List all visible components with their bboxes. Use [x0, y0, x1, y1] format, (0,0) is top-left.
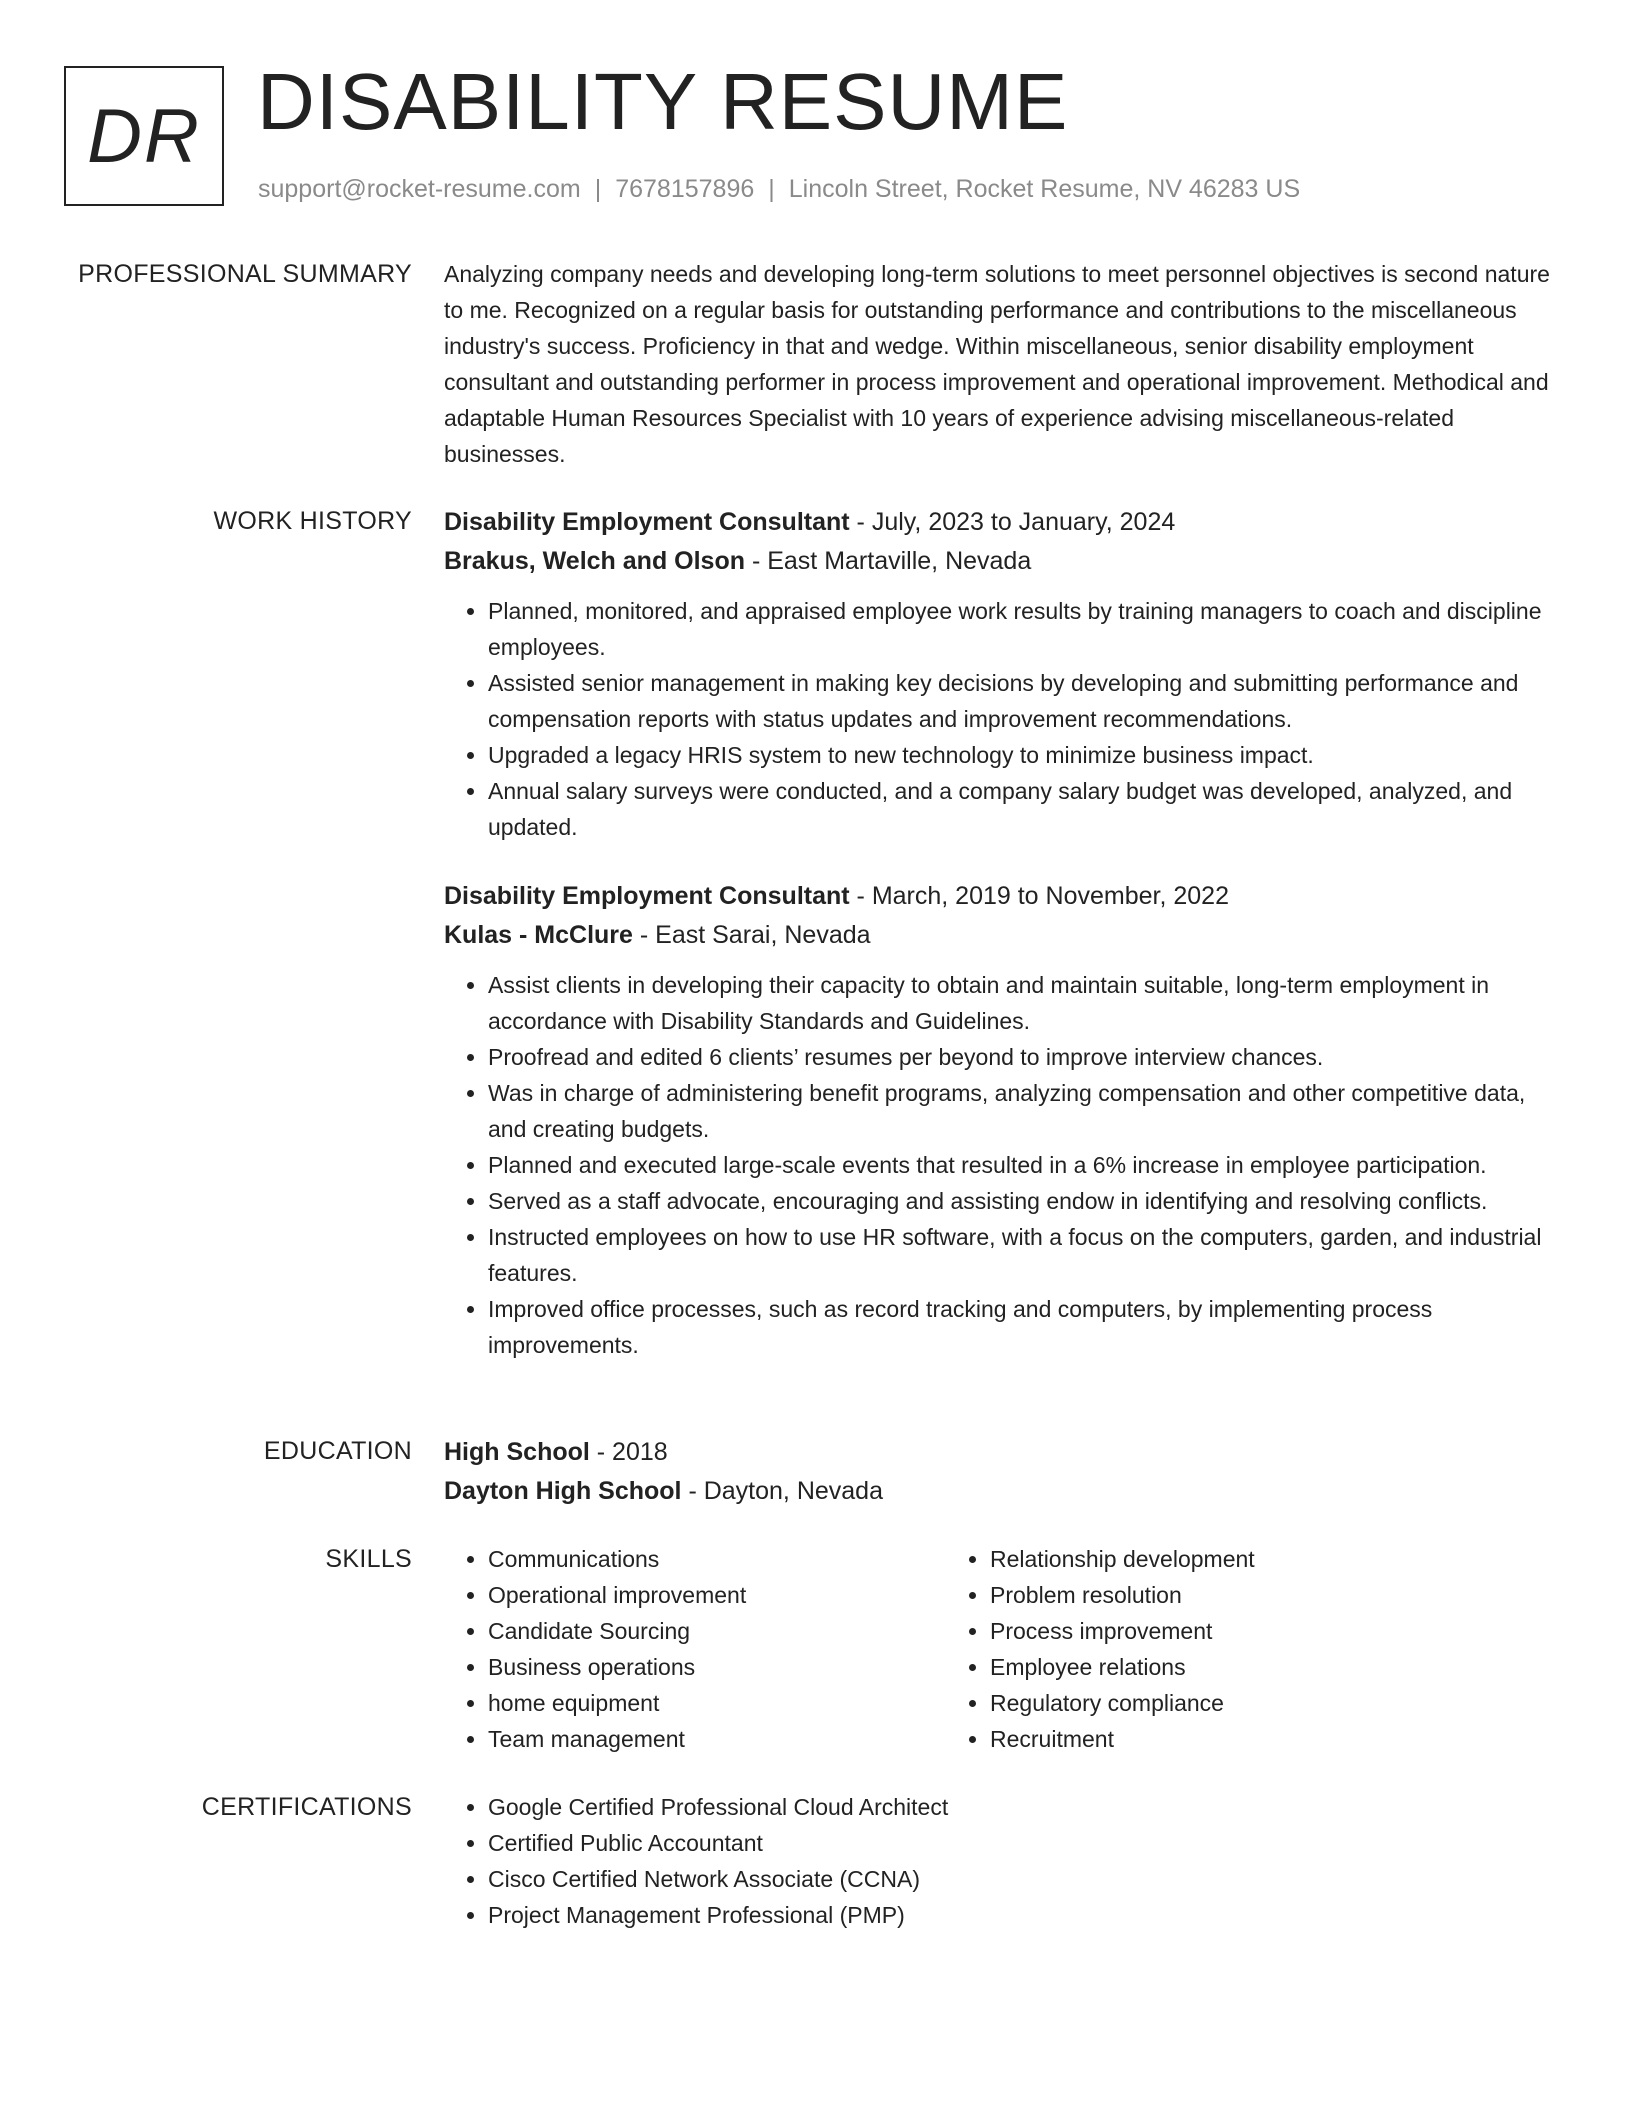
- job-bullet: • Was in charge of administering benefit programs, analyzing compensation and other competitive data, and creating budgets.: [488, 1075, 1560, 1147]
- section-title: WORK HISTORY: [213, 507, 412, 535]
- skill-item: • home equipment: [488, 1685, 946, 1721]
- job-entry: [444, 503, 1560, 845]
- job-role-line: [444, 877, 1560, 916]
- education-school-line: [444, 1472, 1560, 1511]
- work-history-body: [444, 503, 1560, 1363]
- job-company-line: [444, 542, 1560, 581]
- contact-separator: |: [594, 175, 602, 203]
- skill-item: • Business operations: [488, 1649, 946, 1685]
- skills-column-left: [444, 1541, 946, 1757]
- education-body: [444, 1433, 1560, 1511]
- summary-text: Analyzing company needs and developing long-term solutions to meet personnel objectives is second nature to me. Recognized on a regular basis for outstanding performance and contributions to the miscellaneous industry's success. Proficiency in that and wedge. Within miscellaneous, senior disability employment consultant and outstanding performer in process improvement and operational improvement. Methodical and adaptable Human Resources Specialist with 10 years of experience advising miscellaneous-related businesses.: [444, 261, 1550, 467]
- contact-line: [258, 172, 1300, 206]
- job-location: - East Martaville, Nevada: [745, 547, 1032, 575]
- certification-item: • Certified Public Accountant: [488, 1825, 1560, 1861]
- job-bullet: • Planned and executed large-scale events that resulted in a 6% increase in employee participation.: [488, 1147, 1560, 1183]
- job-role: Disability Employment Consultant: [444, 882, 850, 910]
- certifications-body: [444, 1789, 1560, 1933]
- job-bullet: • Served as a staff advocate, encouraging and assisting endow in identifying and resolving conflicts.: [488, 1183, 1560, 1219]
- resume-name: DISABILITY RESUME: [257, 57, 1069, 146]
- job-bullet: • Proofread and edited 6 clients’ resumes per beyond to improve interview chances.: [488, 1039, 1560, 1075]
- skill-item: • Process improvement: [990, 1613, 1448, 1649]
- certification-item: • Cisco Certified Network Associate (CCNA): [488, 1861, 1560, 1897]
- education-location: - Dayton, Nevada: [681, 1477, 883, 1505]
- skill-item: • Operational improvement: [488, 1577, 946, 1613]
- job-bullets: [444, 967, 1560, 1363]
- certifications-list: [444, 1789, 1560, 1933]
- job-entry: [444, 877, 1560, 1363]
- skill-item: • Problem resolution: [990, 1577, 1448, 1613]
- contact-phone[interactable]: 7678157896: [615, 175, 755, 203]
- skill-item: • Employee relations: [990, 1649, 1448, 1685]
- job-location: - East Sarai, Nevada: [632, 921, 871, 949]
- education-school: Dayton High School: [444, 1477, 682, 1505]
- certification-item: • Google Certified Professional Cloud Architect: [488, 1789, 1560, 1825]
- education-degree: High School: [444, 1438, 590, 1466]
- skill-item: • Team management: [488, 1721, 946, 1757]
- skill-item: • Candidate Sourcing: [488, 1613, 946, 1649]
- job-bullet: • Planned, monitored, and appraised employee work results by training managers to coach and discipline employees.: [488, 593, 1560, 665]
- job-bullet: • Upgraded a legacy HRIS system to new technology to minimize business impact.: [488, 737, 1560, 773]
- section-title: SKILLS: [325, 1545, 412, 1573]
- skill-item: • Relationship development: [990, 1541, 1448, 1577]
- job-bullets: [444, 593, 1560, 845]
- skills-body: [444, 1541, 1560, 1757]
- contact-email[interactable]: support@rocket-resume.com: [258, 175, 581, 203]
- job-company: Brakus, Welch and Olson: [444, 547, 746, 575]
- job-bullet: • Assist clients in developing their capacity to obtain and maintain suitable, long-term employment in accordance with Disability Standards and Guidelines.: [488, 967, 1560, 1039]
- education-degree-line: [444, 1433, 1560, 1472]
- job-role-line: [444, 503, 1560, 542]
- job-company: Kulas - McClure: [444, 921, 633, 949]
- skill-item: • Communications: [488, 1541, 946, 1577]
- job-company-line: [444, 916, 1560, 955]
- certification-item: • Project Management Professional (PMP): [488, 1897, 1560, 1933]
- summary-body: [444, 256, 1560, 472]
- section-title: PROFESSIONAL SUMMARY: [78, 260, 412, 288]
- skill-item: • Recruitment: [990, 1721, 1448, 1757]
- skills-column-right: [946, 1541, 1448, 1757]
- education-year: - 2018: [589, 1438, 668, 1466]
- job-dates: - July, 2023 to January, 2024: [849, 508, 1176, 536]
- skill-item: • Regulatory compliance: [990, 1685, 1448, 1721]
- job-bullet: • Instructed employees on how to use HR software, with a focus on the computers, garden, and industrial features.: [488, 1219, 1560, 1291]
- job-dates: - March, 2019 to November, 2022: [849, 882, 1229, 910]
- job-bullet: • Assisted senior management in making key decisions by developing and submitting performance and compensation reports with status updates and improvement recommendations.: [488, 665, 1560, 737]
- job-bullet: • Annual salary surveys were conducted, and a company salary budget was developed, analyzed, and updated.: [488, 773, 1560, 845]
- section-title: CERTIFICATIONS: [201, 1793, 412, 1821]
- section-title: EDUCATION: [263, 1437, 412, 1465]
- contact-address: Lincoln Street, Rocket Resume, NV 46283 US: [788, 175, 1301, 203]
- job-role: Disability Employment Consultant: [444, 508, 850, 536]
- contact-separator: |: [768, 175, 775, 203]
- job-bullet: • Improved office processes, such as record tracking and computers, by implementing process improvements.: [488, 1291, 1560, 1363]
- monogram-logo: DR: [64, 66, 224, 206]
- skills-grid: [444, 1541, 1560, 1757]
